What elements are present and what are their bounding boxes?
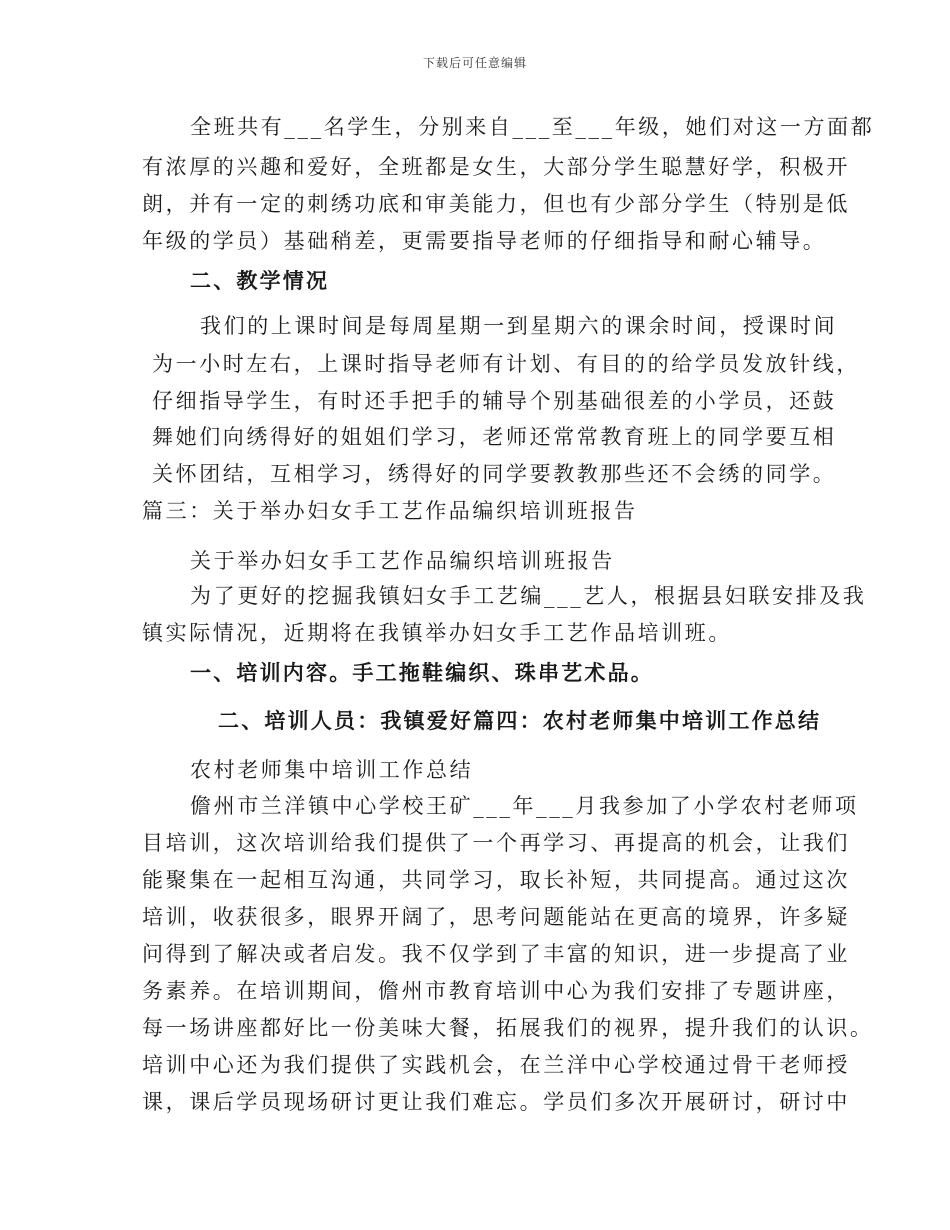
paragraph-line: 培训中心还为我们提供了实践机会，在兰洋中心学校通过骨干老师授 — [142, 1053, 850, 1077]
paragraph-line: 朗，并有一定的刺绣功底和审美能力，但也有少部分学生（特别是低 — [142, 192, 850, 216]
header-note: 下载后可任意编辑 — [422, 56, 527, 70]
paragraph-line: 舞她们向绣得好的姐姐们学习，老师还常常教育班上的同学要互相 — [152, 425, 837, 449]
paragraph-line: 仔细指导学生，有时还手把手的辅导个别基础很差的小学员，还鼓 — [152, 389, 837, 413]
section-heading: 一、培训内容。手工拖鞋编织、珠串艺术品。 — [190, 660, 654, 685]
section-heading: 二、培训人员：我镇爱好篇四：农村老师集中培训工作总结 — [218, 708, 822, 733]
paragraph-line: 务素养。在培训期间，儋州市教育培训中心为我们安排了专题讲座， — [142, 979, 850, 1003]
paragraph-line: 镇实际情况，近期将在我镇举办妇女手工艺作品培训班。 — [142, 621, 732, 645]
paragraph-line: 为了更好的挖掘我镇妇女手工艺编___艺人，根据县妇联安排及我 — [190, 584, 867, 608]
paragraph-line: 目培训，这次培训给我们提供了一个再学习、再提高的机会，让我们 — [142, 831, 850, 855]
chapter-title: 篇三：关于举办妇女手工艺作品编织培训班报告 — [142, 499, 638, 523]
paragraph-line: 有浓厚的兴趣和爱好，全班都是女生，大部分学生聪慧好学，积极开 — [142, 155, 850, 179]
paragraph-line: 能聚集在一起相互沟通，共同学习，取长补短，共同提高。通过这次 — [142, 868, 850, 892]
paragraph-line: 每一场讲座都好比一份美味大餐，拓展我们的视界，提升我们的认识。 — [142, 1016, 874, 1040]
paragraph-line: 儋州市兰洋镇中心学校王矿___年___月我参加了小学农村老师项 — [190, 794, 859, 818]
paragraph-line: 我们的上课时间是每周星期一到星期六的课余时间，授课时间 — [200, 314, 838, 338]
paragraph-line: 为一小时左右，上课时指导老师有计划、有目的的给学员发放针线， — [152, 352, 860, 376]
section-heading: 二、教学情况 — [190, 268, 330, 293]
paragraph-line: 培训，收获很多，眼界开阔了，思考问题能站在更高的境界，许多疑 — [142, 905, 850, 929]
paragraph-line: 年级的学员）基础稍差，更需要指导老师的仔细指导和耐心辅导。 — [142, 229, 827, 253]
paragraph-line: 关怀团结，互相学习，绣得好的同学要教教那些还不会绣的同学。 — [152, 462, 837, 486]
report-title: 关于举办妇女手工艺作品编织培训班报告 — [190, 549, 615, 573]
paragraph-line: 问得到了解决或者启发。我不仅学到了丰富的知识，进一步提高了业 — [142, 942, 850, 966]
paragraph-line: 课，课后学员现场研讨更让我们难忘。学员们多次开展研讨，研讨中 — [142, 1090, 850, 1114]
summary-title: 农村老师集中培训工作总结 — [190, 758, 474, 782]
paragraph-line: 全班共有___名学生，分别来自___至___年级，她们对这一方面都 — [190, 115, 875, 139]
